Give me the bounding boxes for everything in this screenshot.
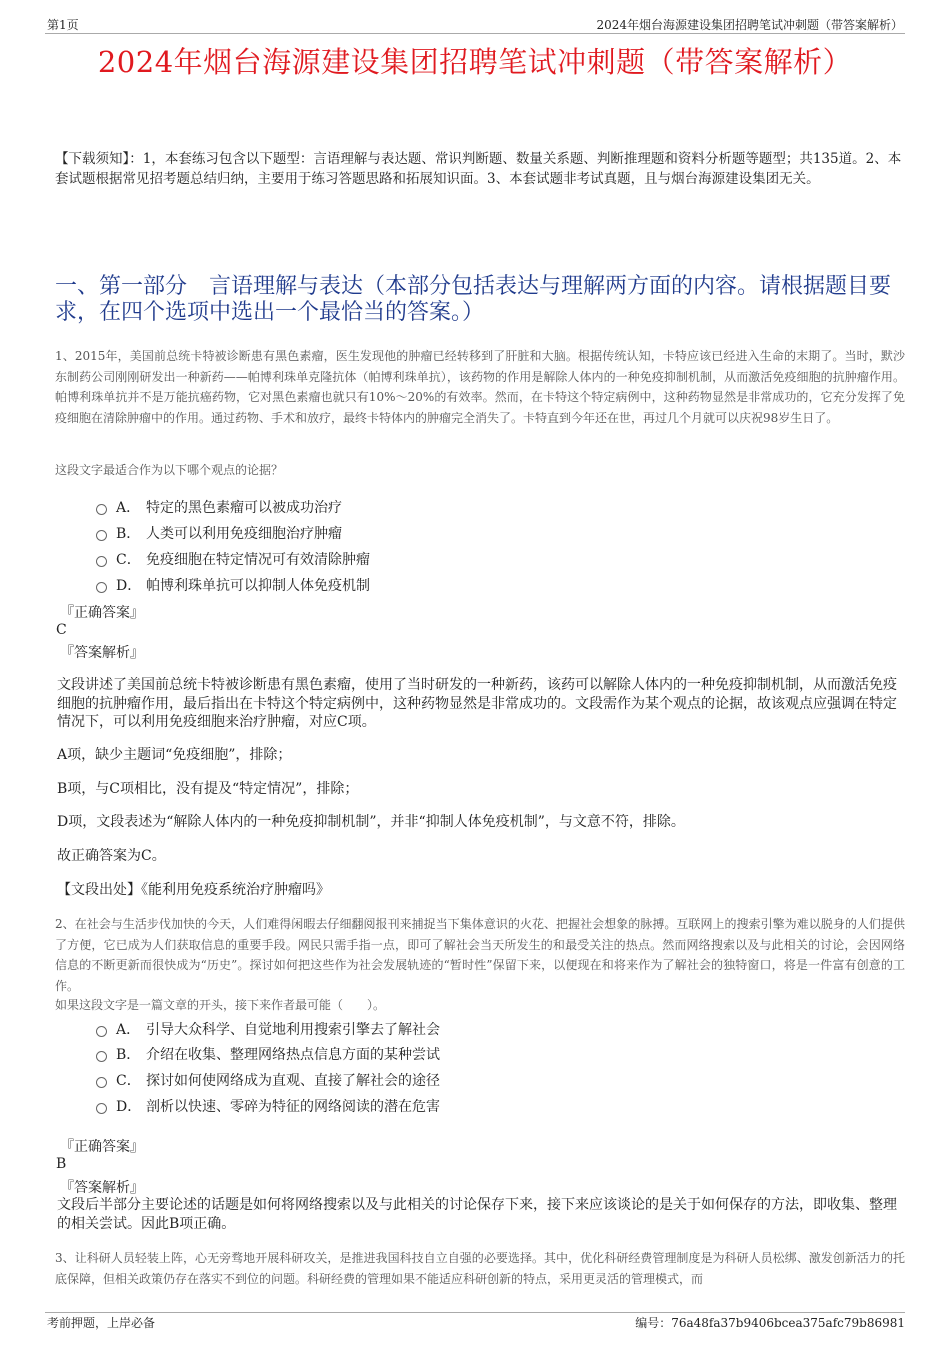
q1-note-a: A项，缺少主题词“免疫细胞”，排除； <box>57 747 292 763</box>
q2-option-a[interactable]: A． 引导大众科学、自觉地利用搜索引擎去了解社会 <box>96 1019 440 1039</box>
radio-icon[interactable] <box>96 1077 107 1088</box>
q1-answer-label: 『正确答案』 <box>60 605 144 621</box>
q1-analysis-label: 『答案解析』 <box>60 645 144 661</box>
radio-icon[interactable] <box>96 504 107 515</box>
q2-option-b[interactable]: B． 介绍在收集、整理网络热点信息方面的某种尝试 <box>96 1044 440 1064</box>
q2-option-c[interactable]: C． 探讨如何使网络成为直观、直接了解社会的途径 <box>96 1070 440 1090</box>
q1-option-a[interactable]: A． 特定的黑色素瘤可以被成功治疗 <box>96 497 342 517</box>
q1-option-d[interactable]: D． 帕博利珠单抗可以抑制人体免疫机制 <box>96 575 370 595</box>
section-heading: 一、第一部分 言语理解与表达（本部分包括表达与理解两方面的内容。请根据题目要求，在四个选项中选出一个最恰当的答案。） <box>55 274 892 325</box>
footer-divider <box>45 1312 905 1313</box>
q2-answer-label: 『正确答案』 <box>60 1139 144 1155</box>
header-divider <box>45 33 905 34</box>
download-notice: 【下载须知】：1，本套练习包含以下题型：言语理解与表达题、常识判断题、数量关系题、判断推理题和资料分析题等题型；共135道。2、本套试题根据常见招考题总结归纳，主要用于练习答题思路和拓展知识面。3、本套试题非考试真题，且与烟台海源建设集团无关。 <box>55 151 902 187</box>
q1-note-b: B项，与C项相比，没有提及“特定情况”，排除； <box>57 781 359 797</box>
q2-analysis-label: 『答案解析』 <box>60 1180 144 1196</box>
q2-question: 如果这段文字是一篇文章的开头，接下来作者最可能（ ）。 <box>55 998 386 1012</box>
q1-answer: C <box>56 622 67 638</box>
radio-icon[interactable] <box>96 1051 107 1062</box>
q1-option-b[interactable]: B． 人类可以利用免疫细胞治疗肿瘤 <box>96 523 342 543</box>
running-title: 2024年烟台海源建设集团招聘笔试冲刺题（带答案解析） <box>596 18 903 32</box>
q1-passage: 1、2015年，美国前总统卡特被诊断患有黑色素瘤，医生发现他的肿瘤已经转移到了肝脏和大脑。根据传统认知，卡特应该已经进入生命的末期了。当时，默沙东制药公司刚刚研发出一种新药——帕博利珠单克隆抗体（帕博利珠单抗），该药物的作用是解除人体内的一种免疫抑制机制，从而激活免疫细胞的抗肿瘤作用。帕博利珠单抗并不是万能抗癌药物，它对黑色素瘤也就只有10%～20%的有效率。然而，在卡特这个特定病例中，这种药物显然是非常成功的，它充分发挥了免疫细胞在清除肿瘤中的作用。通过药物、手术和放疗，最终卡特体内的肿瘤完全消失了。卡特直到今年还在世，再过几个月就可以庆祝98岁生日了。 <box>55 349 905 425</box>
q2-passage: 2、在社会与生活步伐加快的今天，人们难得闲暇去仔细翻阅报刊来捕捉当下集体意识的火花、把握社会想象的脉搏。互联网上的搜索引擎为难以脱身的人们提供了方便，它已成为人们获取信息的重要手段。网民只需手指一点，即可了解社会当天所发生的和最受关注的热点。然而网络搜索以及与此相关的讨论，会因网络信息的不断更新而很快成为“历史”。探讨如何把这些作为社会发展轨迹的“暂时性”保留下来，以便现在和将来作为了解社会的独特窗口，将是一件富有创意的工作。 <box>55 917 905 993</box>
page-number: 第1页 <box>47 18 79 32</box>
q1-note-d: D项，文段表述为“解除人体内的一种免疫抑制机制”，并非“抑制人体免疫机制”，与文意不符，排除。 <box>57 814 685 830</box>
radio-icon[interactable] <box>96 1103 107 1114</box>
q2-answer: B <box>56 1156 67 1172</box>
q1-option-c[interactable]: C． 免疫细胞在特定情况可有效清除肿瘤 <box>96 549 370 569</box>
q2-analysis: 文段后半部分主要论述的话题是如何将网络搜索以及与此相关的讨论保存下来，接下来应该谈论的是关于如何保存的方法，即收集、整理的相关尝试。因此B项正确。 <box>57 1197 897 1232</box>
document-id: 编号：76a48fa37b9406bcea375afc79b86981 <box>635 1316 905 1330</box>
q1-conclusion: 故正确答案为C。 <box>57 848 166 864</box>
q1-question: 这段文字最适合作为以下哪个观点的论据？ <box>55 463 284 477</box>
radio-icon[interactable] <box>96 582 107 593</box>
q1-analysis: 文段讲述了美国前总统卡特被诊断患有黑色素瘤，使用了当时研发的一种新药，该药可以解除人体内的一种免疫抑制机制，从而激活免疫细胞的抗肿瘤作用，最后指出在卡特这个特定病例中，这种药物显然是非常成功的。文段需作为某个观点的论据，故该观点应强调在特定情况下，可以利用免疫细胞来治疗肿瘤，对应C项。 <box>57 677 897 730</box>
q1-source: 【文段出处】《能利用免疫系统治疗肿瘤吗》 <box>57 882 330 898</box>
radio-icon[interactable] <box>96 556 107 567</box>
footer-slogan: 考前押题，上岸必备 <box>47 1316 156 1330</box>
radio-icon[interactable] <box>96 1026 107 1037</box>
radio-icon[interactable] <box>96 530 107 541</box>
q3-passage: 3、让科研人员轻装上阵，心无旁骛地开展科研攻关，是推进我国科技自立自强的必要选择。其中，优化科研经费管理制度是为科研人员松绑、激发创新活力的托底保障，但相关政策仍存在落实不到位的问题。科研经费的管理如果不能适应科研创新的特点，采用更灵活的管理模式，而 <box>55 1251 905 1286</box>
q2-option-d[interactable]: D． 剖析以快速、零碎为特征的网络阅读的潜在危害 <box>96 1096 440 1116</box>
document-title: 2024年烟台海源建设集团招聘笔试冲刺题（带答案解析） <box>97 45 853 79</box>
